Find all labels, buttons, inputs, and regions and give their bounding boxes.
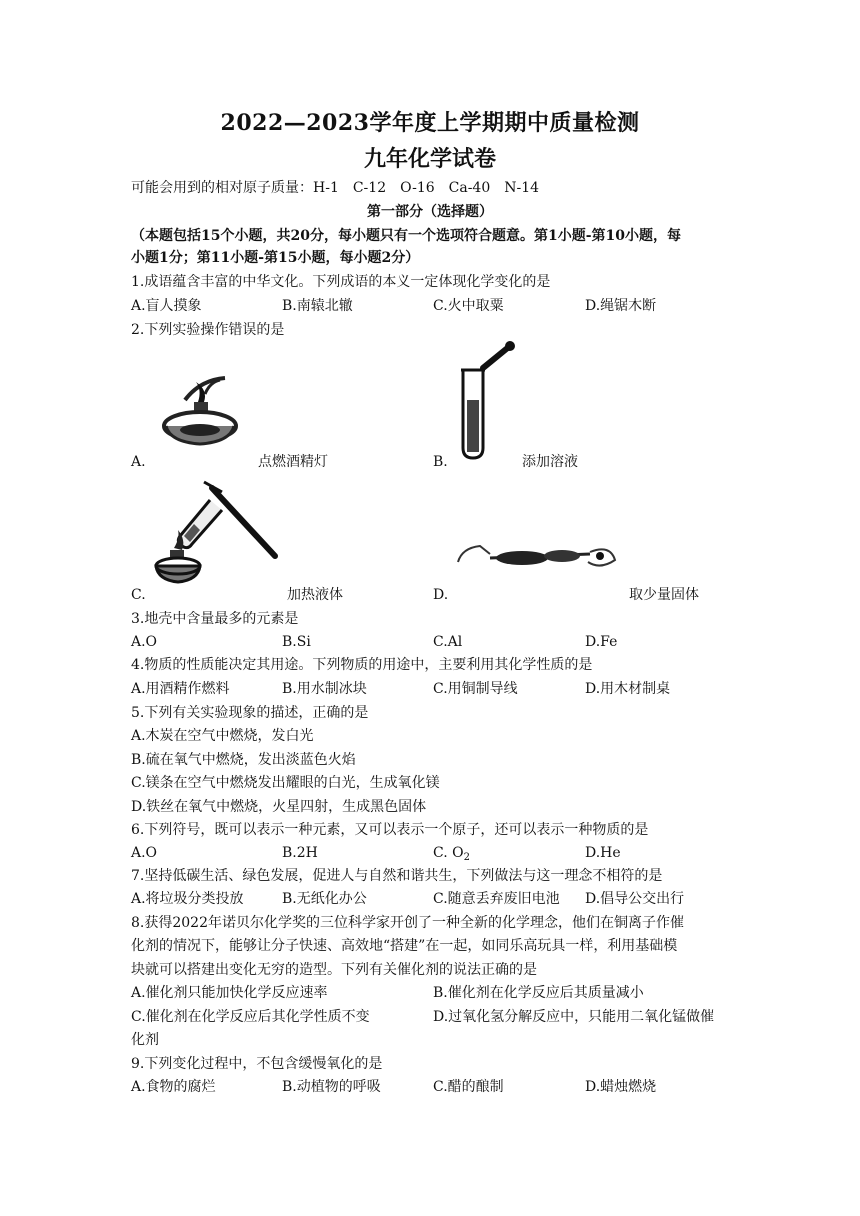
heating-liquid-figure xyxy=(150,478,290,590)
q5-stem: 5.下列有关实验现象的描述，正确的是 xyxy=(131,705,369,721)
q3-option-c: C.Al xyxy=(433,634,463,650)
q2-option-d-letter: D. xyxy=(433,587,449,603)
q4-option-b: B.用水制冰块 xyxy=(282,681,367,697)
q5-option-b: B.硫在氧气中燃烧，发出淡蓝色火焰 xyxy=(131,752,356,768)
q6-option-b: B.2H xyxy=(282,845,318,861)
q4-option-c: C.用铜制导线 xyxy=(433,681,518,697)
q3-stem: 3.地壳中含量最多的元素是 xyxy=(131,611,299,627)
q1-option-c: C.火中取粟 xyxy=(433,298,504,314)
q1-option-a: A.盲人摸象 xyxy=(131,298,202,314)
spatula-solid-figure xyxy=(450,534,620,584)
q4-option-d: D.用木材制桌 xyxy=(585,681,671,697)
section-instructions-line-1: （本题包括15个小题，共20分，每小题只有一个选项符合题意。第1小题-第10小题，每 xyxy=(131,228,681,244)
q2-option-a-letter: A. xyxy=(131,454,146,470)
q3-option-a: A.O xyxy=(131,634,158,650)
section-heading: 第一部分（选择题） xyxy=(367,204,493,220)
q2-option-c-letter: C. xyxy=(131,587,146,603)
q7-option-a: A.将垃圾分类投放 xyxy=(131,891,244,907)
atomic-masses-note: 可能会用到的相对原子质量：H-1 C-12 O-16 Ca-40 N-14 xyxy=(131,180,540,196)
q8-stem-line-3: 块就可以搭建出变化无穷的造型。下列有关催化剂的说法正确的是 xyxy=(131,962,537,978)
q8-option-d-line-2: 化剂 xyxy=(131,1032,159,1048)
test-tube-dropper-figure xyxy=(455,340,525,460)
q8-stem-line-1: 8.获得2022年诺贝尔化学奖的三位科学家开创了一种全新的化学理念，他们在铜离子作催 xyxy=(131,915,684,931)
q2-option-d-caption: 取少量固体 xyxy=(629,587,699,603)
q2-option-c-caption: 加热液体 xyxy=(287,587,343,603)
q9-option-a: A.食物的腐烂 xyxy=(131,1079,216,1095)
q6-option-d: D.He xyxy=(585,845,621,861)
q3-option-b: B.Si xyxy=(282,634,311,650)
q5-option-c: C.镁条在空气中燃烧发出耀眼的白光，生成氧化镁 xyxy=(131,775,440,791)
q2-option-b-caption: 添加溶液 xyxy=(522,454,578,470)
q4-option-a: A.用酒精作燃料 xyxy=(131,681,230,697)
q5-option-a: A.木炭在空气中燃烧，发白光 xyxy=(131,728,314,744)
exam-title: 2022—2023学年度上学期期中质量检测 xyxy=(220,110,640,136)
q6-option-a: A.O xyxy=(131,845,158,861)
q9-option-d: D.蜡烛燃烧 xyxy=(585,1079,657,1095)
q9-option-b: B.动植物的呼吸 xyxy=(282,1079,381,1095)
q1-stem: 1.成语蕴含丰富的中华文化。下列成语的本义一定体现化学变化的是 xyxy=(131,274,551,290)
section-instructions-line-2: 小题1分；第11小题-第15小题，每小题2分） xyxy=(131,250,420,266)
q2-option-b-letter: B. xyxy=(433,454,448,470)
q7-option-b: B.无纸化办公 xyxy=(282,891,367,907)
q8-option-b: B.催化剂在化学反应后其质量减小 xyxy=(433,985,644,1001)
q2-option-a-caption: 点燃酒精灯 xyxy=(258,454,328,470)
q9-stem: 9.下列变化过程中，不包含缓慢氧化的是 xyxy=(131,1056,383,1072)
q8-option-a: A.催化剂只能加快化学反应速率 xyxy=(131,985,328,1001)
q4-stem: 4.物质的性质能决定其用途。下列物质的用途中，主要利用其化学性质的是 xyxy=(131,657,593,673)
q9-option-c: C.醋的酿制 xyxy=(433,1079,504,1095)
q5-option-d: D.铁丝在氧气中燃烧，火星四射，生成黑色固体 xyxy=(131,799,427,815)
exam-subtitle: 九年化学试卷 xyxy=(363,146,496,172)
q2-stem: 2.下列实验操作错误的是 xyxy=(131,322,285,338)
q6-option-c xyxy=(433,843,470,868)
q3-option-d: D.Fe xyxy=(585,634,618,650)
q7-stem: 7.坚持低碳生活、绿色发展，促进人与自然和谐共生，下列做法与这一理念不相符的是 xyxy=(131,868,663,884)
q1-option-b: B.南辕北辙 xyxy=(282,298,353,314)
q8-stem-line-2: 化剂的情况下，能够让分子快速、高效地“搭建”在一起，如同乐高玩具一样，利用基础模 xyxy=(131,938,678,954)
q7-option-d: D.倡导公交出行 xyxy=(585,891,685,907)
q6-stem: 6.下列符号，既可以表示一种元素，又可以表示一个原子，还可以表示一种物质的是 xyxy=(131,822,649,838)
q6-option-c-subscript: 2 xyxy=(463,852,470,863)
q1-option-d: D.绳锯木断 xyxy=(585,298,657,314)
q8-option-c: C.催化剂在化学反应后其化学性质不变 xyxy=(131,1009,370,1025)
q7-option-c: C.随意丢弃废旧电池 xyxy=(433,891,560,907)
alcohol-lamp-lighting-figure xyxy=(150,360,250,455)
q8-option-d-line-1: D.过氧化氢分解反应中，只能用二氧化锰做催 xyxy=(433,1009,715,1025)
q6-option-c-text: C. O xyxy=(433,845,464,861)
